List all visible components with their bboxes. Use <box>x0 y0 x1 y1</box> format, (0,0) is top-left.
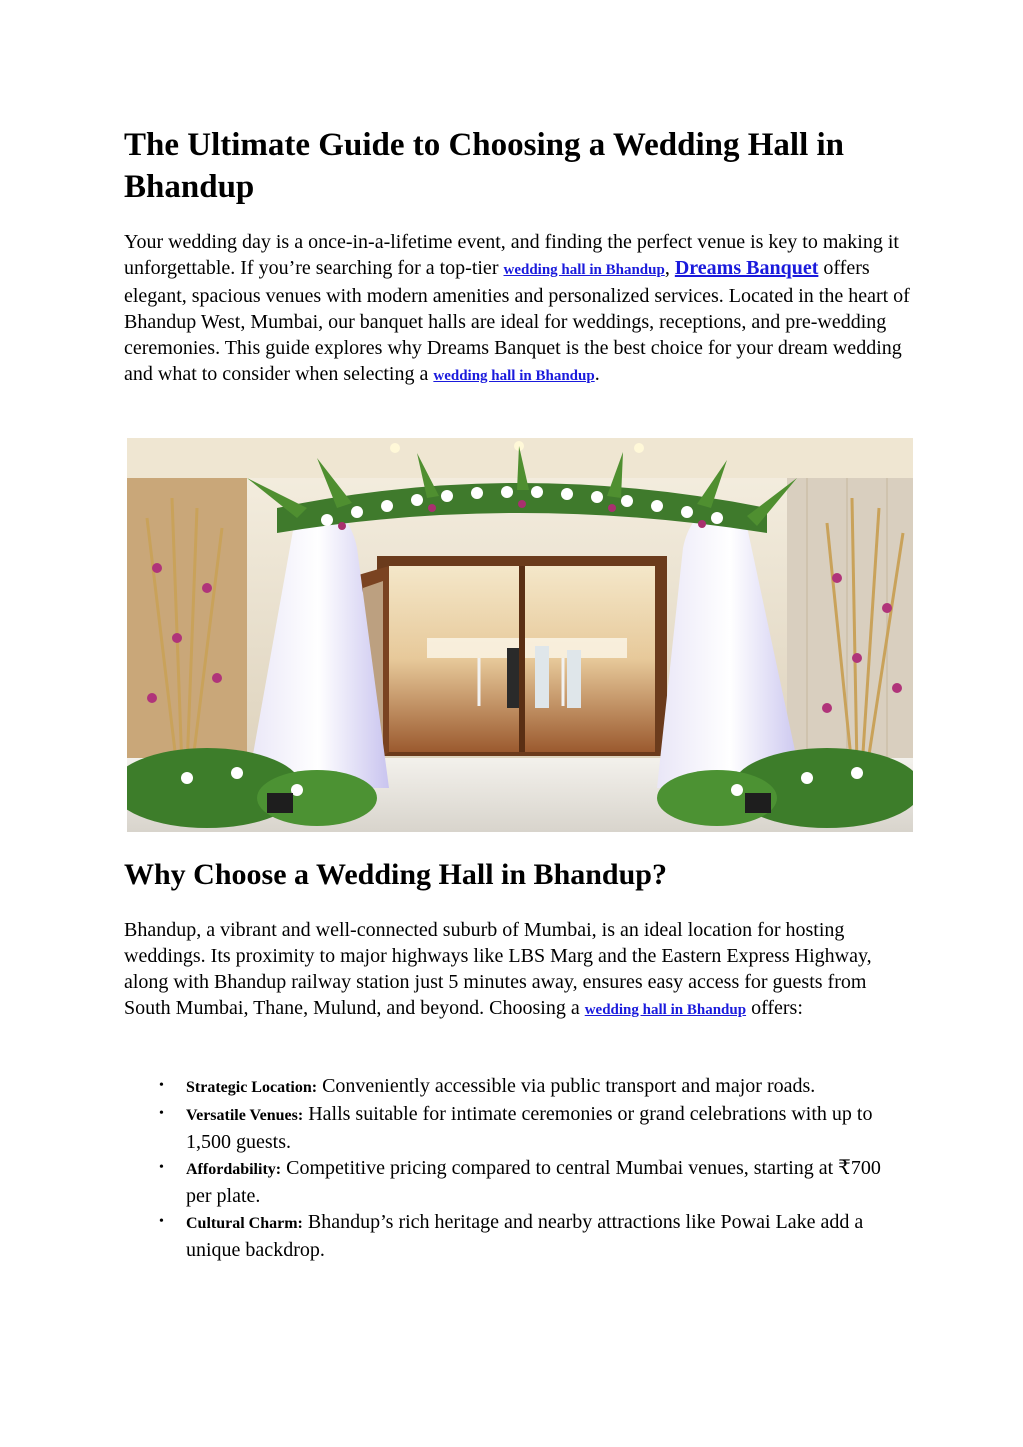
list-item-text: Competitive pricing compared to central Mumbai venues, starting at ₹700 per plate. <box>186 1157 881 1207</box>
dreams-banquet-link[interactable]: Dreams Banquet <box>674 257 819 279</box>
list-item-label: Cultural Charm: <box>186 1215 303 1232</box>
banquet-entrance-photo <box>127 438 913 832</box>
wedding-hall-link-3[interactable]: wedding hall in Bhandup <box>584 1002 747 1018</box>
bullet-icon: • <box>159 1160 164 1175</box>
intro-text-4: . <box>594 363 600 385</box>
page-title: The Ultimate Guide to Choosing a Wedding Hall in Bhandup <box>124 127 845 205</box>
list-item <box>159 1101 906 1155</box>
list-item <box>159 1155 906 1209</box>
list-item-label: Affordability: <box>186 1161 282 1178</box>
benefits-list <box>124 1073 906 1263</box>
wedding-hall-link-2[interactable]: wedding hall in Bhandup <box>433 368 595 384</box>
list-item-text: Bhandup’s rich heritage and nearby attractions like Powai Lake add a unique backdrop. <box>186 1211 864 1261</box>
wedding-hall-link-1[interactable]: wedding hall in Bhandup <box>503 262 665 278</box>
list-item-label: Versatile Venues: <box>186 1107 304 1124</box>
section-text-1: Bhandup, a vibrant and well-connected suburb of Mumbai, is an ideal location for hosting weddings. Its proximity to major highways like LBS Marg and the Eastern Express Highway, along with Bhandup railway station just 5 minutes away, ensures easy access for guests from South Mumbai, Thane, Mulund, and beyond. Choosing a <box>124 919 872 1019</box>
intro-text-3: offers elegant, spacious venues with modern amenities and personalized services. Located in the heart of Bhandup West, Mumbai, our banquet halls are ideal for weddings, receptions, and pre-wedding ceremonies. This guide explores why Dreams Banquet is the best choice for your dream wedding and what to consider when selecting a <box>124 257 910 385</box>
list-item <box>159 1073 906 1101</box>
list-item-text: Halls suitable for intimate ceremonies or grand celebrations with up to 1,500 guests. <box>186 1103 873 1153</box>
list-item-label: Strategic Location: <box>186 1079 318 1096</box>
section-text-2: offers: <box>746 997 803 1019</box>
intro-text-2: , <box>664 257 675 279</box>
photo-illustration <box>127 438 913 832</box>
list-item <box>159 1209 906 1263</box>
bullet-icon: • <box>159 1106 164 1121</box>
bullet-icon: • <box>159 1078 164 1093</box>
intro-paragraph <box>124 229 914 389</box>
list-item-text: Conveniently accessible via public transport and major roads. <box>317 1075 816 1097</box>
intro-text-1: Your wedding day is a once-in-a-lifetime event, and finding the perfect venue is key to making it unforgettable. If you’re searching for a top-tier <box>124 231 899 279</box>
bullet-icon: • <box>159 1214 164 1229</box>
section-heading: Why Choose a Wedding Hall in Bhandup? <box>124 858 667 891</box>
section-paragraph <box>124 917 914 1023</box>
